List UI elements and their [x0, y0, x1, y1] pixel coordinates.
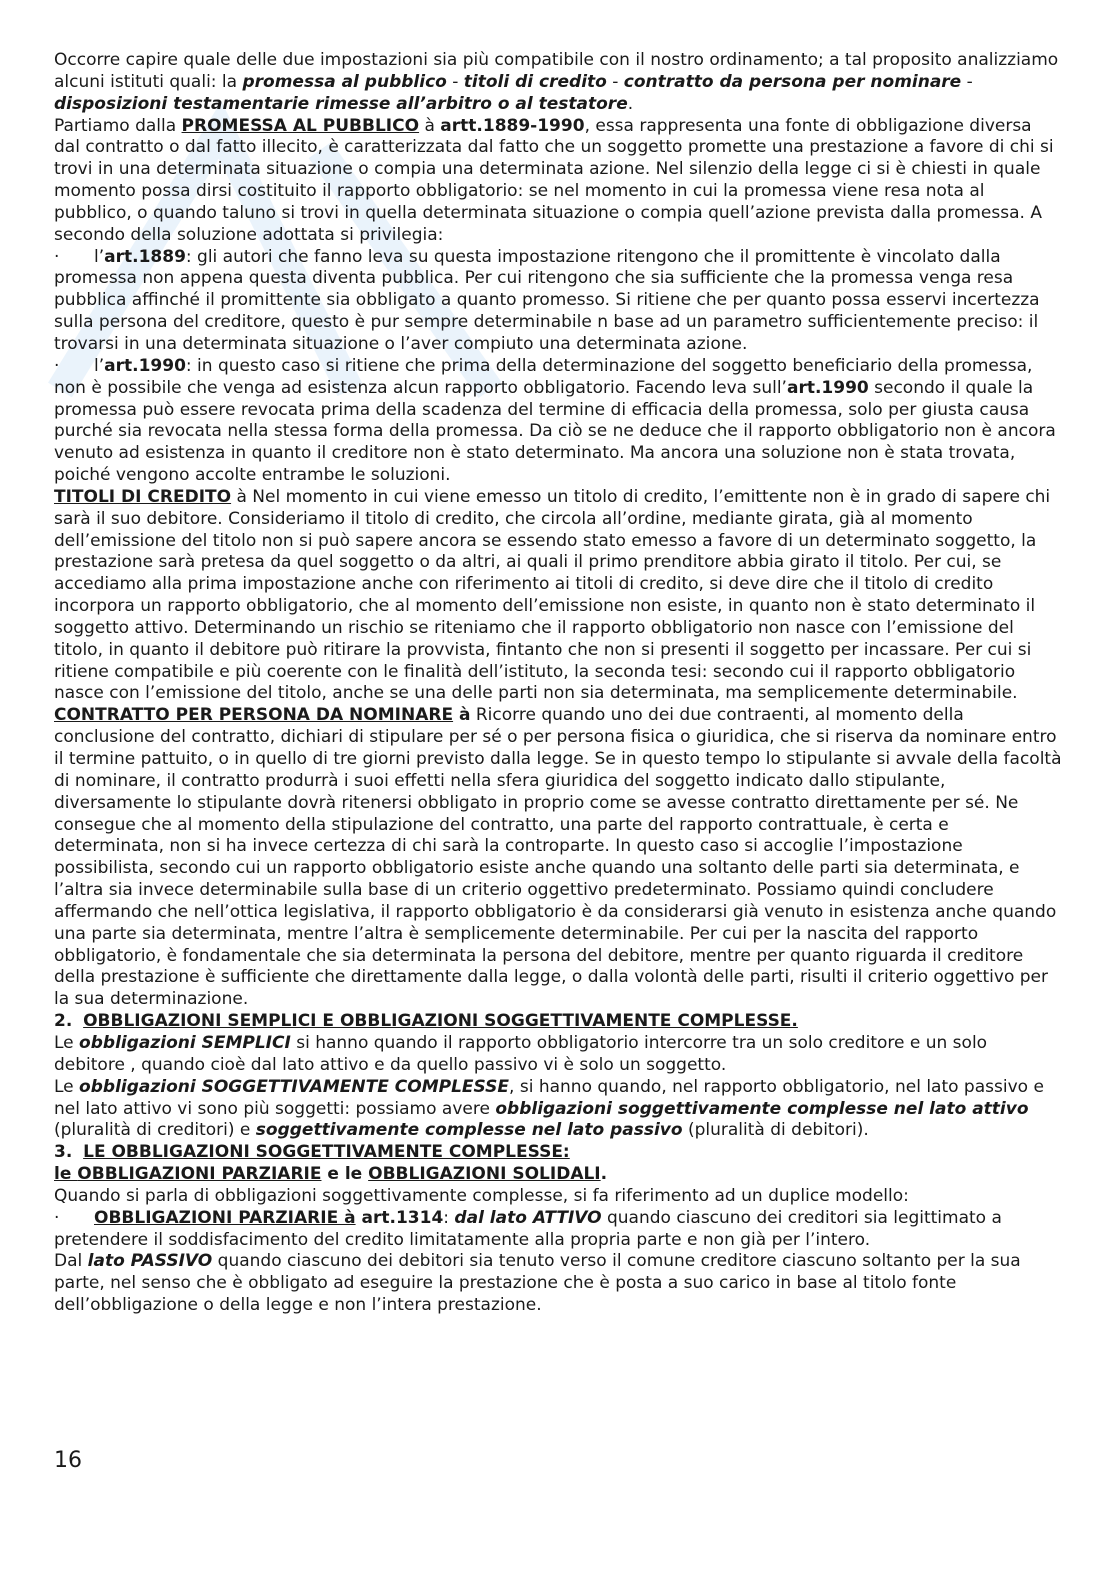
heading-section-2: 2. OBBLIGAZIONI SEMPLICI E OBBLIGAZIONI SOGGETTIVAMENTE COMPLESSE.: [54, 1011, 798, 1032]
document-page: [54, 50, 1062, 1317]
paragraph-duplice-modello: Quando si parla di obbligazioni soggettivamente complesse, si fa riferimento ad un duplice modello:: [54, 1185, 909, 1206]
paragraph-obbligazioni-semplici: Le obbligazioni SEMPLICI si hanno quando il rapporto obbligatorio intercorre tra un solo creditore e un solo debitore , quando cioè dal lato attivo e da quello passivo vi è solo un soggetto.: [54, 1032, 988, 1075]
page-number: 16: [54, 1448, 82, 1473]
bullet-art-1990: · l’art.1990: in questo caso si ritiene che prima della determinazione del soggetto beneficiario della promessa, non è possibile che venga ad esistenza alcun rapporto obbligatorio. Facendo leva sull’art.1990 secondo il quale la promessa può essere revocata prima della scadenza del termine di efficacia della promessa, solo per giusta causa purché sia revocata nella stessa forma della promessa. Da ciò se ne deduce che il rapporto obbligatorio non è ancora venuto ad esistenza in quanto il creditore non è stato determinato. Ma ancora una soluzione non è stata trovata, poiché vengono accolte entrambe le soluzioni.: [54, 355, 1056, 486]
heading-section-3: 3. LE OBBLIGAZIONI SOGGETTIVAMENTE COMPLESSE: le OBBLIGAZIONI PARZIARIE e le OBBLIGAZIONI SOLIDALI.: [54, 1142, 608, 1185]
paragraph-intro: Occorre capire quale delle due impostazioni sia più compatibile con il nostro ordinamento; a tal proposito analizziamo alcuni istituti quali: la promessa al pubblico - titoli di credito - contratto da persona per nominare - disposizioni testamentarie rimesse all’arbitro o al testatore.: [54, 50, 1059, 114]
paragraph-titoli-credito: TITOLI DI CREDITO à Nel momento in cui viene emesso un titolo di credito, l’emittente non è in grado di sapere chi sarà il suo debitore. Consideriamo il titolo di credito, che circola all’ordine, mediante girata, già al momento dell’emissione del titolo non si può sapere ancora se essendo stato emesso a favore di un determinato soggetto, la prestazione sarà pretesa da quel soggetto o da altri, ai quali il primo prenditore abbia girato il titolo. Per cui, se accediamo alla prima impostazione anche con riferimento ai titoli di credito, si deve dire che il titolo di credito incorpora un rapporto obbligatorio, che al momento dell’emissione non esiste, in quanto non è stato determinato il soggetto attivo. Determinando un rischio se riteniamo che il rapporto obbligatorio non nasce con l’emissione del titolo, in quanto il debitore può ritirare la provvista, fintanto che non si presenti il soggetto per incassare. Per cui si ritiene compatibile e più coerente con le finalità dell’istituto, la seconda tesi: secondo cui il rapporto obbligatorio nasce con l’emissione del titolo, anche se una delle parti non sia determinata, ma semplicemente determinabile.: [54, 486, 1051, 704]
bullet-art-1889: · l’art.1889: gli autori che fanno leva su questa impostazione ritengono che il promittente è vincolato dalla promessa non appena questa diventa pubblica. Per cui ritengono che sia sufficiente che la promessa venga resa pubblica affinché il promittente sia obbligato a quanto promesso. Si ritiene che per quanto possa esservi incertezza sulla persona del creditore, questo è pur sempre determinabile n base ad un parametro sufficientemente preciso: il trovarsi in una determinata situazione o l’aver compiuto una determinata azione.: [54, 246, 1040, 354]
bullet-obbligazioni-parziarie: · OBBLIGAZIONI PARZIARIE à art.1314: dal lato ATTIVO quando ciascuno dei creditori sia legittimato a pretendere il soddisfacimento del credito limitatamente alla propria parte e non già per l’intero.: [54, 1207, 1002, 1250]
paragraph-contratto-persona: CONTRATTO PER PERSONA DA NOMINARE à Ricorre quando uno dei due contraenti, al momento della conclusione del contratto, dichiari di stipulare per sé o per persona fisica o giuridica, che si riserva da nominare entro il termine pattuito, o in quello di tre giorni previsto dalla legge. Se in questo tempo lo stipulante si avvale della facoltà di nominare, il contratto produrrà i suoi effetti nella sfera giuridica del soggetto indicato dallo stipulante, diversamente lo stipulante dovrà ritenersi obbligato in proprio come se avesse contratto direttamente per sé. Ne consegue che al momento della stipulazione del contratto, una parte del rapporto contrattuale, è certa e determinata, non si ha invece certezza di chi sarà la controparte. In questo caso si accoglie l’impostazione possibilista, secondo cui un rapporto obbligatorio esiste anche quando una soltanto delle parti sia determinata, e l’altra sia invece determinabile sulla base di un criterio oggettivo predeterminato. Possiamo quindi concludere affermando che nell’ottica legislativa, il rapporto obbligatorio è da considerarsi già venuto in esistenza anche quando una parte sia determinata, mentre l’altra è semplicemente determinabile. Per cui per la nascita del rapporto obbligatorio, è fondamentale che sia determinata la persona del debitore, mentre per quanto riguarda il creditore della prestazione è sufficiente che direttamente dalla legge, o dalla volontà delle parti, risulti il criterio oggettivo per la sua determinazione.: [54, 705, 1062, 1010]
paragraph-lato-passivo: Dal lato PASSIVO quando ciascuno dei debitori sia tenuto verso il comune creditore ciascuno soltanto per la sua parte, nel senso che è obbligato ad eseguire la prestazione che è posta a suo carico in base al titolo fonte dell’obbligazione o della legge e non l’intera prestazione.: [54, 1251, 1021, 1316]
paragraph-promessa-pubblico: Partiamo dalla PROMESSA AL PUBBLICO à artt.1889-1990, essa rappresenta una fonte di obbligazione diversa dal contratto o dal fatto illecito, è caratterizzata dal fatto che un soggetto promette una prestazione a favore di chi si trovi in una determinata situazione o compia una determinata azione. Nel silenzio della legge ci si è chiesti in quale momento possa dirsi costituito il rapporto obbligatorio: se nel momento in cui la promessa viene resa nota al pubblico, o quando taluno si trovi in quella determinata situazione o compia quell’azione prevista dalla promessa. A secondo della soluzione adottata si privilegia:: [54, 115, 1054, 245]
paragraph-obbligazioni-complesse: Le obbligazioni SOGGETTIVAMENTE COMPLESSE, si hanno quando, nel rapporto obbligatorio, nel lato passivo e nel lato attivo vi sono più soggetti: possiamo avere obbligazioni soggettivamente complesse nel lato attivo (pluralità di creditori) e soggettivamente complesse nel lato passivo (pluralità di debitori).: [54, 1076, 1044, 1141]
